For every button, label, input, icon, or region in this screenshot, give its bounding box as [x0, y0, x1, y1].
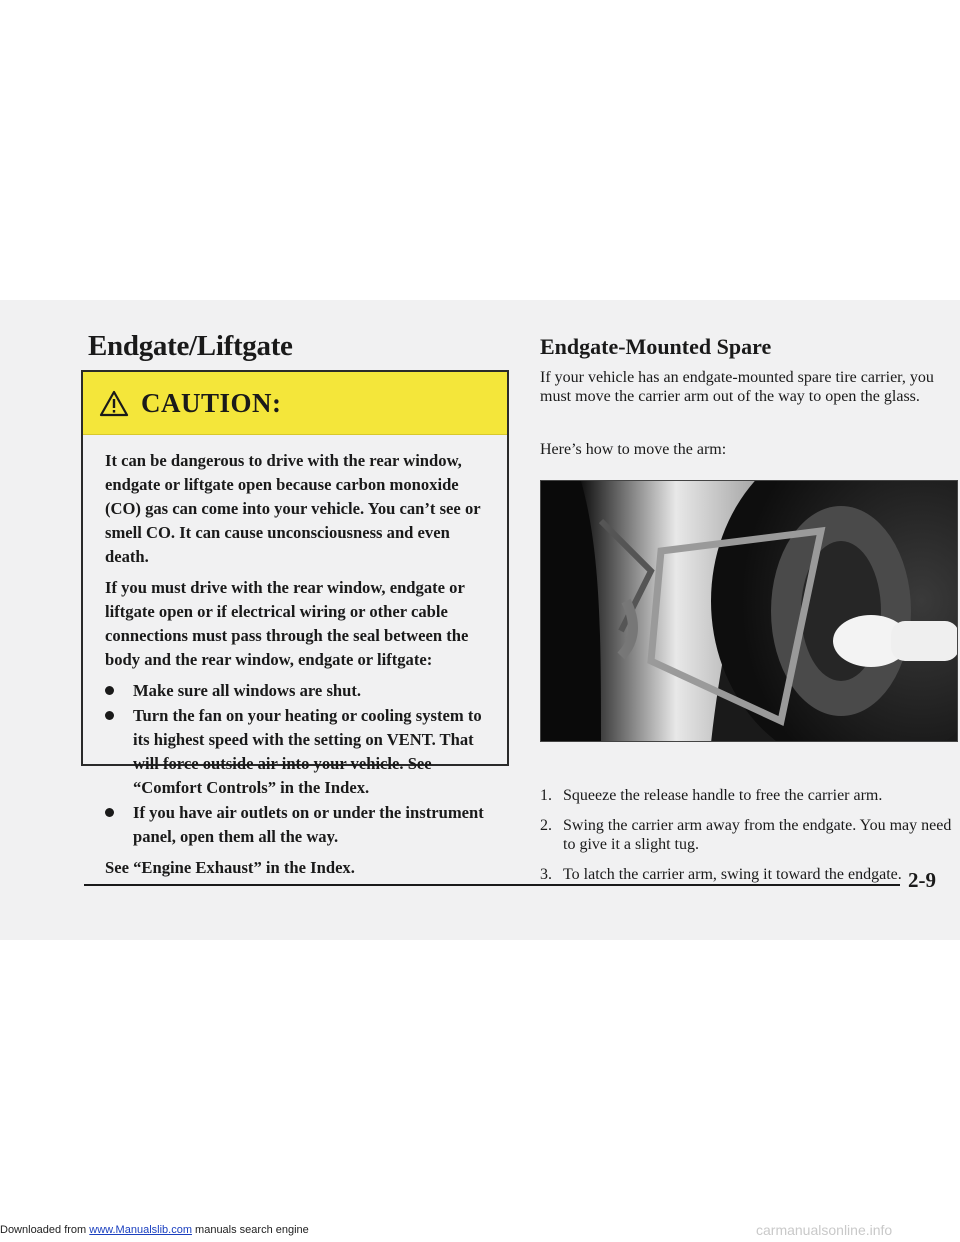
carrier-arm-illustration	[541, 481, 958, 742]
intro-paragraph: If your vehicle has an endgate-mounted spare tire carrier, you must move the carrier arm out of the way to open the glass.	[540, 369, 934, 405]
bullet-dot-icon	[105, 686, 114, 695]
page-number: 2-9	[908, 868, 936, 892]
step-item: 1. Squeeze the release handle to free the carrier arm.	[540, 787, 883, 804]
caution-paragraph-1: It can be dangerous to drive with the rear window, endgate or liftgate open because carbon monoxide (CO) gas can come into your vehicle. You can’t see or smell CO. It can cause unconsciousness and even death.	[105, 451, 481, 566]
section-title-endgate-mounted-spare: Endgate-Mounted Spare	[540, 334, 772, 359]
caution-bullet: If you have air outlets on or under the instrument panel, open them all the way.	[105, 801, 487, 849]
bullet-dot-icon	[105, 711, 114, 720]
bottom-rule	[84, 884, 900, 886]
caution-paragraph-2: If you must drive with the rear window, endgate or liftgate open or if electrical wiring or other cable connections must pass through the seal between the body and the rear window, endgate or liftgate:	[105, 578, 469, 669]
step-item: 2. Swing the carrier arm away from the endgate. You may need to give it a slight tug.	[540, 817, 952, 853]
caution-body	[83, 435, 507, 880]
caution-closing: See “Engine Exhaust” in the Index.	[105, 858, 355, 877]
download-footer: Downloaded from www.Manualslib.com manuals search engine	[0, 1224, 309, 1236]
caution-bullet-list	[105, 679, 487, 849]
section-title-endgate-liftgate: Endgate/Liftgate	[88, 330, 293, 362]
watermark-text: carmanualsonline.info	[756, 1222, 893, 1238]
caution-box	[81, 370, 509, 877]
caution-bullet: Make sure all windows are shut.	[105, 679, 487, 703]
warning-triangle-icon	[99, 390, 129, 417]
step-item: 3. To latch the carrier arm, swing it toward the endgate.	[540, 866, 902, 883]
manualslib-link[interactable]: www.Manualslib.com	[89, 1224, 192, 1236]
caution-label: CAUTION:	[141, 387, 282, 418]
bullet-dot-icon	[105, 808, 114, 817]
caution-bullet: Turn the fan on your heating or cooling system to its highest speed with the setting on VENT. That will force outside air into your vehicle. See “Comfort Controls” in the Index.	[105, 704, 487, 800]
steps-list	[540, 786, 960, 895]
caution-header	[83, 372, 507, 435]
carrier-arm-photo	[540, 480, 958, 742]
how-to-paragraph: Here’s how to move the arm:	[540, 441, 727, 458]
manual-page	[0, 300, 960, 940]
